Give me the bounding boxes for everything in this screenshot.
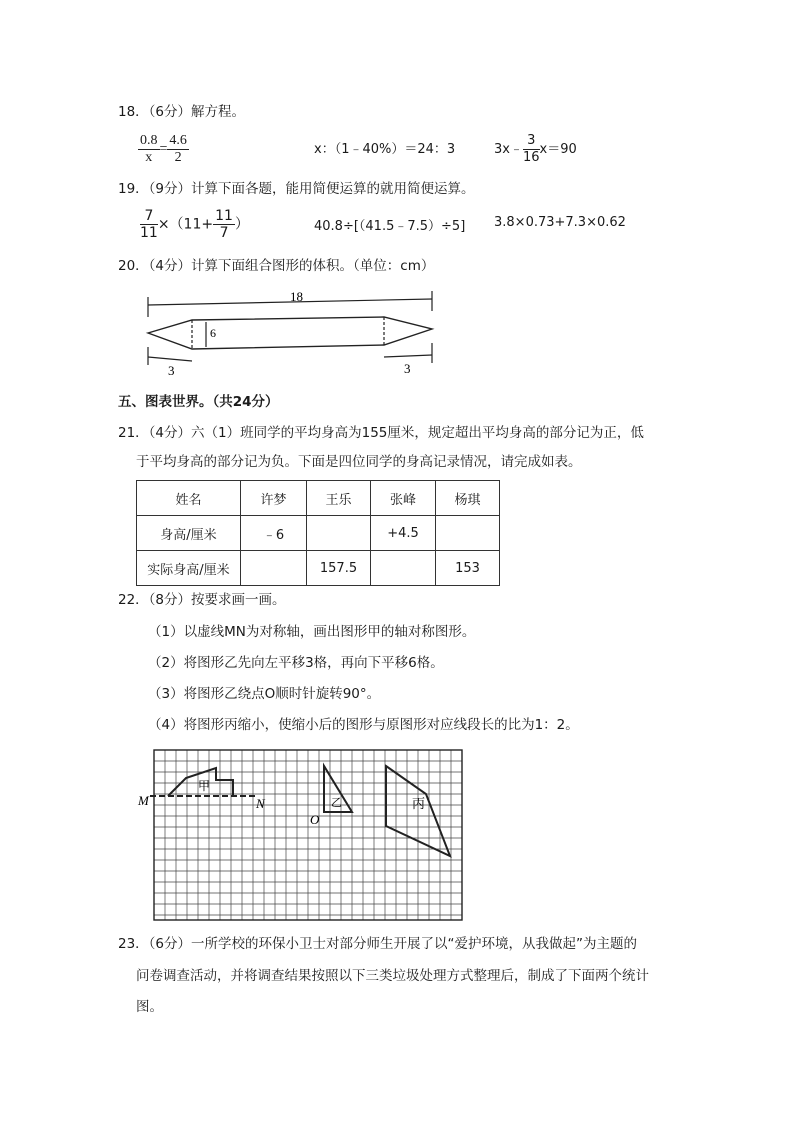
- q22-header: 22．（8分）按要求画一画。: [118, 592, 286, 608]
- q19-expression-1: $\frac{7}{11}$ ×（11+ $\frac{11}{7}$ ）: [140, 208, 249, 241]
- q23-line-2: 问卷调查活动，并将调查结果按照以下三类垃圾处理方式整理后，制成了下面两个统计: [136, 968, 649, 984]
- q22-item-1: （1）以虚线MN为对称轴，画出图形甲的轴对称图形。: [148, 624, 476, 640]
- combined-solid-figure: [140, 287, 440, 379]
- table-row: 姓名 许梦 王乐 张峰 杨琪: [137, 481, 500, 516]
- q18-equation-1: $\frac{0.8}{x}$ = $\frac{4.6}{2}$: [140, 133, 187, 165]
- q18-equation-3: 3x﹣ $\frac{3}{16}$ x＝90: [494, 133, 577, 165]
- q22-item-3: （3）将图形乙绕点O顺时针旋转90°。: [148, 686, 381, 702]
- label-o: O: [310, 812, 320, 827]
- q22-item-4: （4）将图形丙缩小，使缩小后的图形与原图形对应线段长的比为1：2。: [148, 717, 579, 733]
- q19-expression-3: 3.8×0.73+7.3×0.62: [494, 215, 626, 230]
- q18-equation-2: x：（1﹣40%）＝24：3: [314, 142, 456, 157]
- label-jia: 甲: [198, 779, 211, 793]
- q18-header: 18．（6分）解方程。: [118, 104, 246, 120]
- drawing-grid: [136, 746, 466, 924]
- q19-header: 19．（9分）计算下面各题，能用简便运算的就用简便运算。: [118, 181, 475, 197]
- q20-header: 20．（4分）计算下面组合图形的体积。（单位：cm）: [118, 258, 435, 274]
- dim-right-cone-label: 3: [404, 361, 411, 376]
- dim-diameter-label: 6: [210, 326, 216, 340]
- q23-line-3: 图。: [136, 999, 163, 1015]
- q19-expression-2: 40.8÷[（41.5﹣7.5）÷5]: [314, 219, 466, 234]
- label-bing: 丙: [412, 797, 426, 812]
- dim-left-cone-label: 3: [168, 363, 175, 378]
- label-yi: 乙: [331, 796, 342, 809]
- q21-line-1: 21．（4分）六（1）班同学的平均身高为155厘米，规定超出平均身高的部分记为正，低: [118, 425, 644, 441]
- dim-total-label: 18: [290, 289, 303, 304]
- q22-item-2: （2）将图形乙先向左平移3格，再向下平移6格。: [148, 655, 444, 671]
- table-row: 实际身高/厘米 157.5 153: [137, 551, 500, 586]
- q21-line-2: 于平均身高的部分记为负。下面是四位同学的身高记录情况，请完成如表。: [136, 454, 582, 470]
- label-n: N: [256, 796, 265, 811]
- q23-line-1: 23．（6分）一所学校的环保小卫士对部分师生开展了以“爱护环境，从我做起”为主题的: [118, 936, 638, 952]
- table-row: 身高/厘米 ﹣6 +4.5: [137, 516, 500, 551]
- height-record-table: [136, 480, 500, 586]
- section-5-title: 五、图表世界。（共24分）: [118, 394, 279, 410]
- label-m: M: [138, 793, 149, 808]
